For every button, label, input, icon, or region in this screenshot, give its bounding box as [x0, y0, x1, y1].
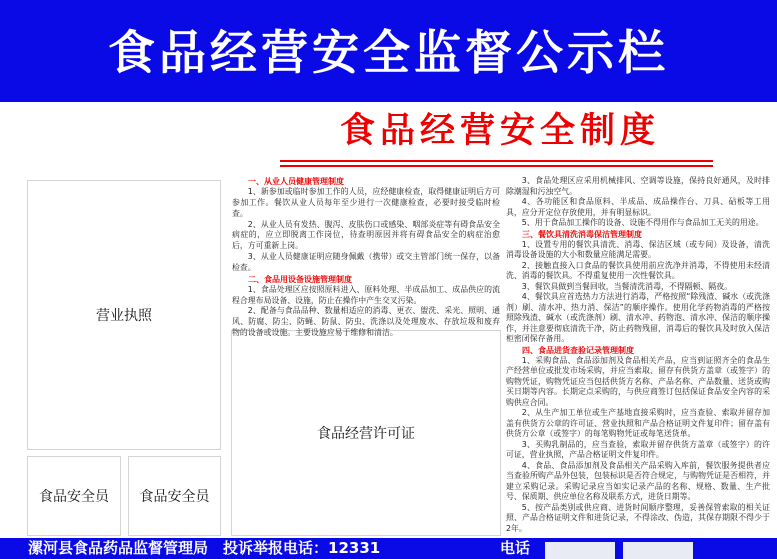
rule-item: 4、餐饮具应首选热力方法进行消毒，严格按照“除残渣、碱水（或洗涤剂）刷、清水冲、热力消、保洁”的顺序操作。使用化学药物消毒的严格按照除残渣、碱水（或洗涤剂）刷、清水冲、药物泡、清水冲、保洁的顺序操作，并注意要彻底清洗干净，防止药物残留，消毒后的餐饮具及时放入保洁柜密闭保存备用。 [506, 292, 770, 343]
safety-officer-frame [27, 456, 121, 536]
footer-authority: 漯河县食品药品监督管理局 投诉举报电话：12331 [28, 539, 381, 557]
safety-officer-label: 食品安全员 [139, 489, 210, 505]
rule-section-heading: 二、食品用设备设施管理制度 [248, 274, 352, 284]
title-underline [280, 165, 713, 167]
phone-slot [545, 542, 615, 559]
rule-item: 5、按产品类别或供应商、进货时间顺序整理，妥善保管索取的相关证照、产品合格证明文件和进货记录，不得涂改、伪造，其保存期限不得少于2年。 [506, 502, 770, 533]
title-underline [280, 160, 713, 162]
rule-item: 1、设置专用的餐饮具清洗、消毒、保洁区域（或专间）及设备，清洗消毒设备设施的大小和数量应能满足需要。 [506, 239, 770, 259]
footer-banner [0, 538, 777, 559]
operation-permit-label: 食品经营许可证 [317, 426, 415, 442]
rule-item: 2、接触直接入口食品的餐饮具使用前应洗净并消毒，不得使用未经清洗、消毒的餐饮具。不得重复使用一次性餐饮具。 [506, 260, 770, 280]
rule-item: 3、从业人员健康证明应随身佩戴（携带）或交主管部门统一保存，以备检查。 [232, 252, 500, 272]
header-banner [0, 0, 777, 102]
rule-item: 3、餐饮具做到当餐回收，当餐清洗消毒，不得隔顿、隔夜。 [521, 281, 732, 291]
rule-item: 4、各功能区和食品原料、半成品、成品操作台、刀具、砧板等工用具，应分开定位存放使用，并有明显标识。 [506, 197, 770, 217]
safety-officer-frame [128, 456, 221, 536]
rule-item: 2、从生产加工单位或生产基地直接采购时，应当查验、索取并留存加盖有供货方公章的许可证、营业执照和产品合格证明文件复印件；留存盖有供货方公章（或签字）的每笔购物凭证或每笔送货单。 [506, 408, 770, 438]
rule-item: 5、用于食品加工操作的设备、设施不得用作与食品加工无关的用途。 [521, 218, 764, 227]
rule-item: 1、采购食品、食品添加剂及食品相关产品，应当到证照齐全的食品生产经营单位或批发市场采购，并应当索取、留存有供货方盖章（或签字）的购物凭证，购物凭证应当包括供货方名称、产品名称、产品数量、送货或购买日期等内容。长期定点采购的，与供应商签订包括保证食品安全内容的采购供应合同。 [506, 355, 770, 407]
footer-tel-label: 电话 [500, 539, 531, 557]
business-license-label: 营业执照 [96, 308, 152, 324]
section-title: 食品经营安全制度 [339, 111, 660, 151]
rule-item: 1、食品处理区应按照原料进入、原料处理、半成品加工、成品供应的流程合理布局设备、设施，防止在操作中产生交叉污染。 [232, 284, 500, 305]
safety-officer-label: 食品安全员 [39, 489, 109, 505]
rule-item: 2、从业人员有发热、腹泻、皮肤伤口或感染、咽部炎症等有碍食品安全病症的，应立即脱离工作岗位，待查明原因并将有碍食品安全的病症治愈后，方可重新上岗。 [232, 219, 500, 251]
rule-item: 1、新参加或临时参加工作的人员，应经健康检查，取得健康证明后方可参加工作。餐饮从业人员每年至少进行一次健康检查，必要时接受临时检查。 [232, 187, 500, 218]
operation-permit-frame [231, 330, 501, 536]
rule-section-heading: 四、食品进货查验记录管理制度 [522, 345, 634, 355]
rule-item: 4、食品、食品添加剂及食品相关产品采购入库前，餐饮服务提供者应当查验所购产品外包装，包装标识是否符合规定，与购物凭证是否相符，并建立采购记录。采购记录应当如实记录产品的名称、规格、数量、生产批号、保质期、供应单位名称及联系方式，进货日期等。 [506, 460, 770, 501]
rule-section-heading: 一、从业人员健康管理制度 [248, 177, 344, 186]
header-title: 食品经营安全监督公示栏 [108, 26, 669, 81]
rule-item: 3、买购乳制品的，应当查验，索取并留存供货方盖章（或签字）的许可证，营业执照，产品合格证明文件复印件。 [506, 439, 770, 459]
rules-column-1 [232, 176, 500, 339]
rule-item: 3、食品处理区应采用机械排风、空调等设施，保持良好通风，及时排除潮湿和污浊空气。 [506, 176, 770, 196]
rule-item: 2、配备与食品品种、数量相适应的消毒、更衣、盥洗、采光、照明、通风、防腐、防尘、防蝇、防鼠、防虫、洗涤以及处理废水、存放垃圾和废弃物的设备或设施。主要设施应易于维修和清洁。 [232, 306, 500, 338]
rule-section-heading: 三、餐饮具清洗消毒保洁管理制度 [522, 229, 642, 239]
rules-column-2 [506, 176, 770, 534]
business-license-frame [27, 180, 221, 450]
phone-slot [623, 542, 693, 559]
